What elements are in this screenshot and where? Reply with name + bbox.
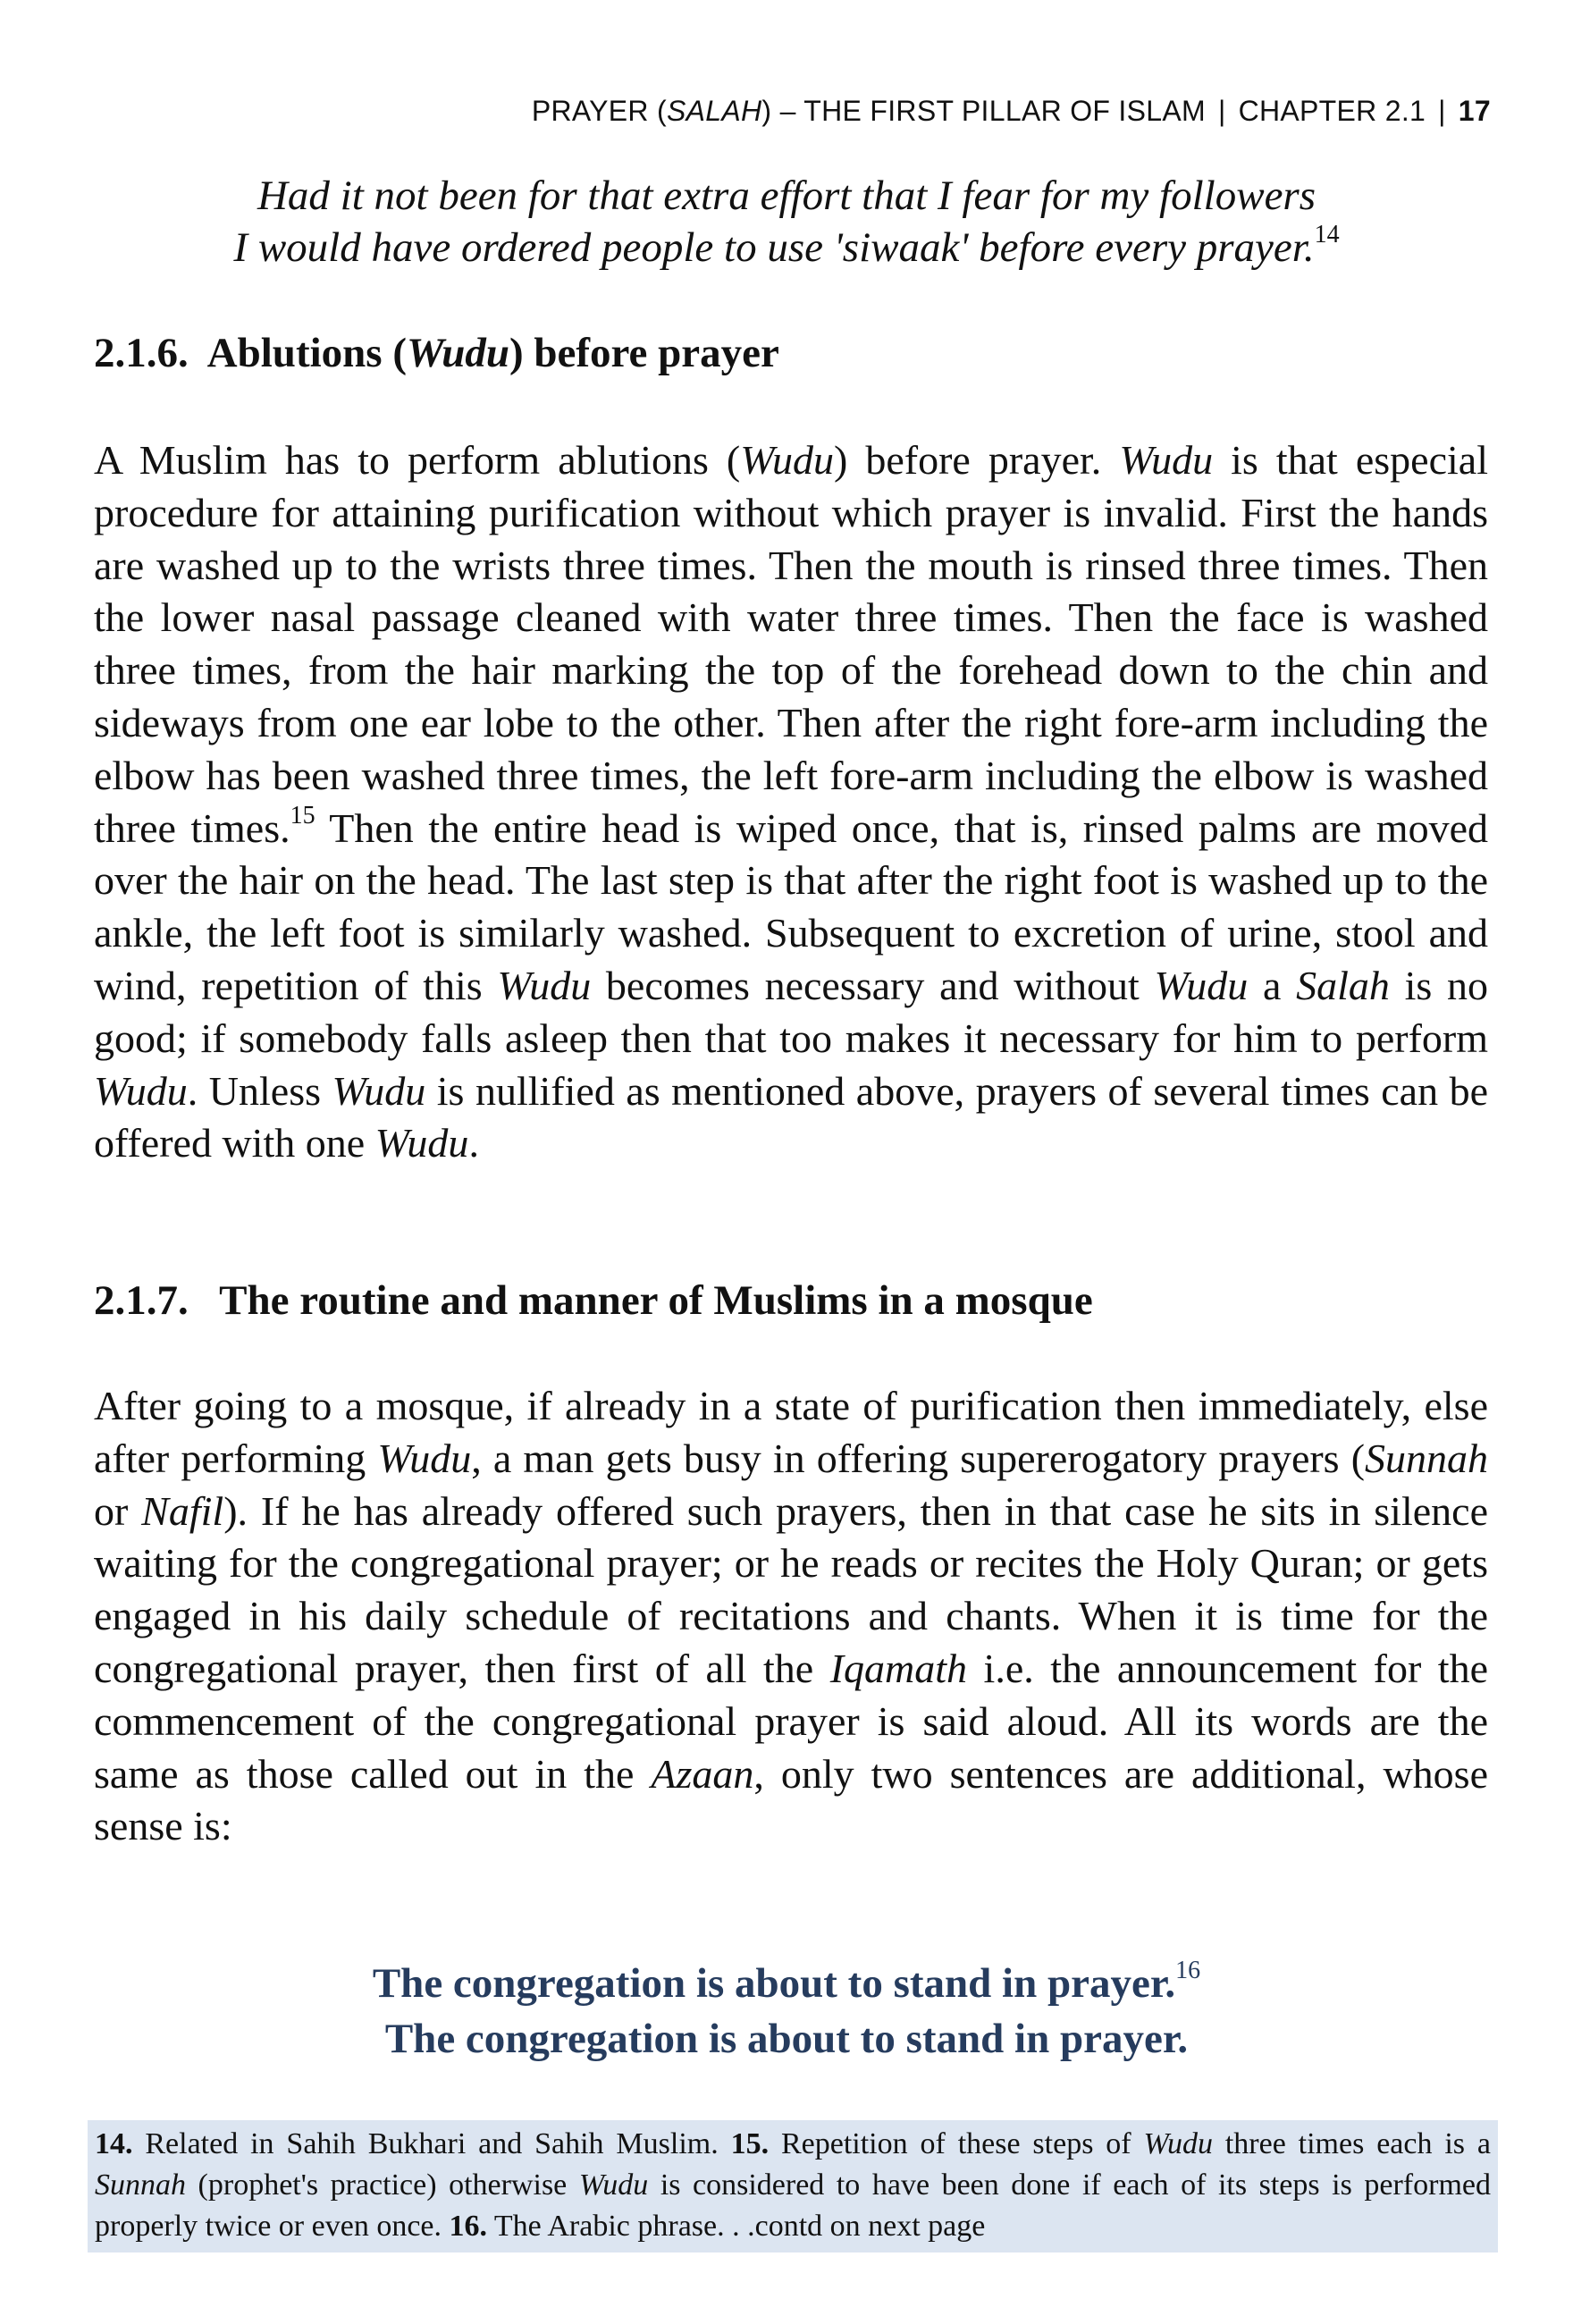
italic-term: Wudu — [1143, 2127, 1213, 2160]
heading-number: 2.1.7. — [94, 1277, 189, 1324]
heading-part1: Ablutions ( — [206, 330, 407, 376]
italic-term: Wudu — [740, 437, 835, 483]
italic-term: Sunnah — [1365, 1435, 1489, 1481]
footnote-text-16: The Arabic phrase. . .contd on next page — [487, 2210, 986, 2243]
footnote-ref-14: 14 — [1314, 221, 1340, 249]
italic-term: Wudu — [332, 1067, 426, 1114]
footnote-number-14: 14. — [95, 2127, 133, 2160]
iqamah-line-2: The congregation is about to stand in prayer. — [384, 2016, 1189, 2062]
italic-term: Iqamath — [829, 1645, 968, 1691]
header-separator: | — [1217, 95, 1226, 127]
text-run: , only two sentences are additional, whose sense is: — [94, 1750, 1488, 1849]
text-run: . Unless — [187, 1067, 332, 1114]
footnote-ref-16: 16 — [1175, 1957, 1201, 1985]
text-run: a — [1248, 962, 1297, 1008]
epigraph-line-1: Had it not been for that extra effort that I fear for my followers — [257, 173, 1316, 219]
footnote-text: three times each is a — [1212, 2127, 1491, 2160]
italic-term: Wudu — [1119, 437, 1214, 483]
text-run: , a man gets busy in offering supererogatory prayers ( — [471, 1435, 1366, 1481]
hadith-epigraph — [89, 170, 1484, 274]
text-run: is nullified as mentioned above, prayers of several times can be offered with one — [94, 1067, 1488, 1166]
page-number: 17 — [1458, 95, 1491, 127]
header-chapter: CHAPTER 2.1 — [1238, 95, 1426, 127]
text-run: is no good; if somebody falls asleep then that too makes it necessary for him to perform — [94, 962, 1489, 1061]
footnote-text: Repetition of these steps of — [769, 2127, 1144, 2160]
text-run: A Muslim has to perform ablutions ( — [94, 437, 741, 483]
heading-text: The routine and manner of Muslims in a mosque — [219, 1277, 1093, 1324]
iqamah-phrase — [89, 1956, 1484, 2067]
footnote-text: (prophet's practice) otherwise — [186, 2168, 579, 2202]
italic-term: Azaan — [651, 1750, 754, 1797]
header-separator: | — [1438, 95, 1446, 127]
text-run: or — [94, 1487, 142, 1534]
italic-term: Wudu — [1154, 962, 1249, 1008]
footnotes-box — [88, 2120, 1498, 2252]
section-heading-2-1-6 — [94, 329, 779, 377]
heading-italic: Wudu — [407, 330, 509, 376]
text-run: is that especial procedure for attaining purification without which prayer is invalid. First the hands are washed up to the wrists three times. Then the mouth is rinsed three times. Then the lower nasal passage cleaned with water three times. Then the face is washed three times, from the hair marking the top of the forehead down to the chin and sideways from one ear lobe to the other. Then after the right fore-arm including the elbow has been washed three times, the left fore-arm including the elbow is washed three times. — [94, 437, 1488, 851]
paragraph-mosque-routine — [94, 1380, 1488, 1853]
italic-term: Nafil — [141, 1487, 224, 1534]
epigraph-line-2 — [89, 222, 1484, 274]
text-run: Then the entire head is wiped once, that is, rinsed palms are moved over the hair on the head. The last step is that after the right foot is washed up to the ankle, the left foot is similarly washed. Subsequent to excretion of urine, stool and wind, repetition of this — [94, 804, 1488, 1008]
heading-part2: ) before prayer — [509, 330, 779, 376]
italic-term: Wudu — [578, 2168, 649, 2202]
iqamah-line-1 — [89, 1956, 1484, 2011]
footnote-ref-15: 15 — [290, 802, 315, 830]
text-run: After going to a mosque, if already in a state of purification then immediately, else after performing — [94, 1383, 1488, 1481]
footnote-number-15: 15. — [730, 2127, 770, 2160]
running-header — [532, 95, 1491, 128]
italic-term: Salah — [1296, 962, 1390, 1008]
header-title-part1: PRAYER ( — [531, 95, 667, 127]
footnote-text-14: Related in Sahih Bukhari and Sahih Muslim. — [132, 2127, 731, 2160]
footnote-text: is considered to have been done if each of its steps is performed properly twice or even once. — [95, 2168, 1491, 2243]
iqamah-line-1-text: The congregation is about to stand in prayer. — [372, 1960, 1176, 2007]
header-title-part2: ) – THE FIRST PILLAR OF ISLAM — [761, 95, 1206, 127]
italic-term: Wudu — [374, 1120, 469, 1166]
text-run: . — [468, 1120, 479, 1166]
italic-term: Wudu — [377, 1435, 472, 1481]
epigraph-line-2-text: I would have ordered people to use 'siwaak' before every prayer. — [233, 224, 1315, 271]
heading-number: 2.1.6. — [94, 330, 189, 376]
footnote-number-16: 16. — [449, 2210, 487, 2243]
text-run: becomes necessary and without — [591, 962, 1155, 1008]
italic-term: Wudu — [94, 1067, 188, 1114]
text-run: i.e. the announcement for the commencement of the congregational prayer is said aloud. All its words are the same as those called out in the — [94, 1645, 1488, 1797]
italic-term: Wudu — [497, 962, 592, 1008]
section-heading-2-1-7 — [94, 1276, 1093, 1325]
text-run: ). If he has already offered such prayers, then in that case he sits in silence waiting for the congregational prayer; or he reads or recites the Holy Quran; or gets engaged in his daily schedule of recitations and chants. When it is time for the congregational prayer, then first of all the — [94, 1487, 1488, 1691]
paragraph-ablutions — [94, 434, 1488, 1170]
header-title-italic: SALAH — [666, 95, 762, 127]
italic-term: Sunnah — [95, 2168, 186, 2202]
text-run: ) before prayer. — [834, 437, 1120, 483]
